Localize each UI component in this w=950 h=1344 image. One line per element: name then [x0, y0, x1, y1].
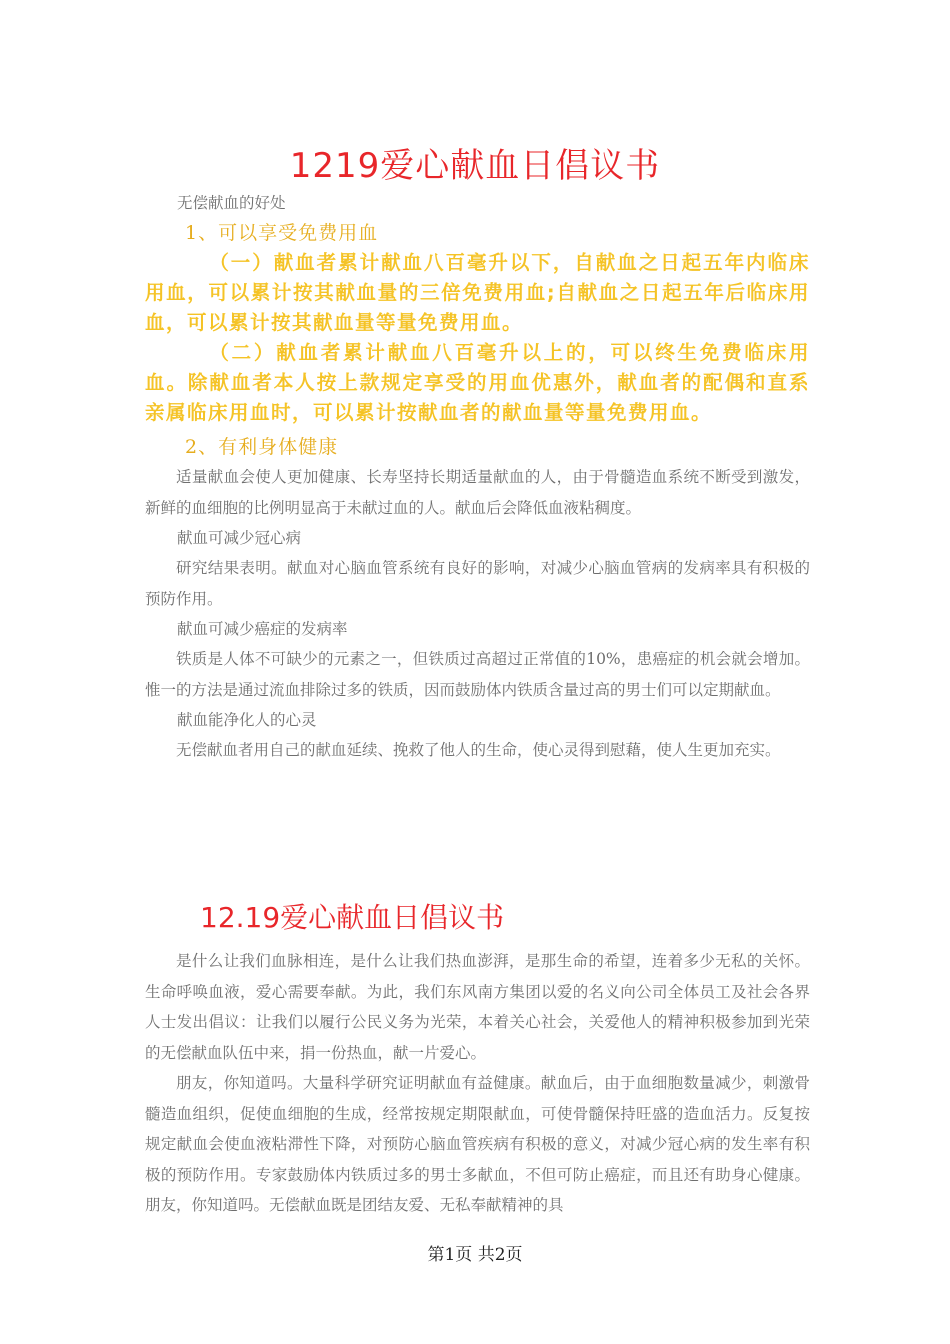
section-label: 无偿献血的好处: [177, 194, 286, 212]
benefit2-heading: 2、有利身体健康: [185, 436, 339, 458]
soul-label: 献血能净化人的心灵: [177, 711, 317, 729]
benefit1-paragraph-2: （二）献血者累计献血八百毫升以上的，可以终生免费临床用血。除献血者本人按上款规定享受的用血优惠外，献血者的配偶和直系亲属临床用血时，可以累计按献血者的献血量等量免费用血。: [145, 341, 810, 424]
page-title: 1219爱心献血日倡议书: [289, 146, 661, 186]
heart-label: 献血可减少冠心病: [177, 529, 302, 547]
cancer-paragraph: 铁质是人体不可缺少的元素之一，但铁质过高超过正常值的10%，患癌症的机会就会增加。惟一的方法是通过流血排除过多的铁质，因而鼓励体内铁质含量过高的男士们可以定期献血。: [145, 650, 810, 699]
page-footer: 第1页 共2页: [427, 1245, 523, 1265]
proposal-paragraph-2: 朋友，你知道吗。大量科学研究证明献血有益健康。献血后，由于血细胞数量减少，刺激骨髓造血组织，促使血细胞的生成，经常按规定期限献血，可使骨髓保持旺盛的造血活力。反复按规定献血会使血液粘滞性下降，对预防心脑血管疾病有积极的意义，对减少冠心病的发生率有积极的预防作用。专家鼓励体内铁质过多的男士多献血，不但可防止癌症，而且还有助身心健康。朋友，你知道吗。无偿献血既是团结友爱、无私奉献精神的具: [145, 1074, 810, 1214]
section-title-proposal: 12.19爱心献血日倡议书: [200, 901, 505, 934]
benefit1-heading: 1、可以享受免费用血: [185, 222, 379, 244]
section-benefits: [145, 188, 810, 766]
cancer-label: 献血可减少癌症的发病率: [177, 620, 348, 638]
benefit2-paragraph: 适量献血会使人更加健康、长寿坚持长期适量献血的人，由于骨髓造血系统不断受到激发，新鲜的血细胞的比例明显高于未献过血的人。献血后会降低血液粘稠度。: [145, 468, 810, 517]
heart-paragraph: 研究结果表明。献血对心脑血管系统有良好的影响，对减少心脑血管病的发病率具有积极的预防作用。: [145, 559, 810, 608]
section-proposal: [145, 946, 810, 1221]
benefit1-paragraph-1: （一）献血者累计献血八百毫升以下，自献血之日起五年内临床用血，可以累计按其献血量的三倍免费用血;自献血之日起五年后临床用血，可以累计按其献血量等量免费用血。: [145, 251, 810, 334]
proposal-paragraph-1: 是什么让我们血脉相连，是什么让我们热血澎湃，是那生命的希望，连着多少无私的关怀。生命呼唤血液，爱心需要奉献。为此，我们东风南方集团以爱的名义向公司全体员工及社会各界人士发出倡议：让我们以履行公民义务为光荣，本着关心社会，关爱他人的精神积极参加到光荣的无偿献血队伍中来，捐一份热血，献一片爱心。: [145, 952, 810, 1062]
soul-paragraph: 无偿献血者用自己的献血延续、挽救了他人的生命，使心灵得到慰藉，使人生更加充实。: [176, 741, 781, 759]
